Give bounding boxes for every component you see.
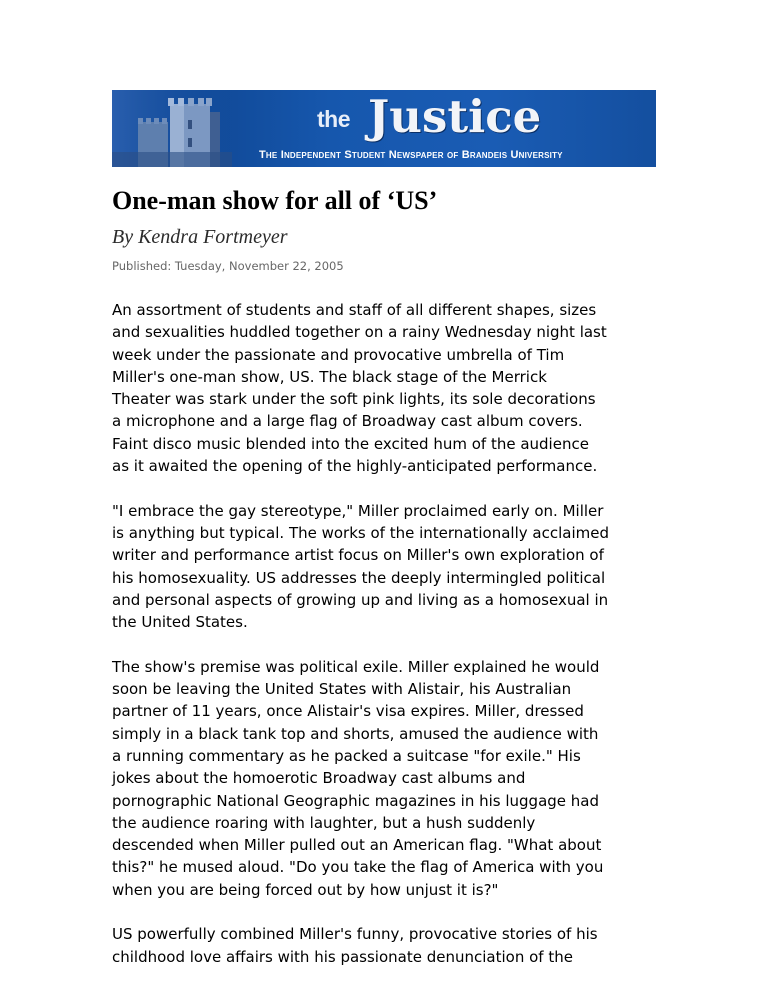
text-line: a microphone and a large flag of Broadway cast album covers. — [112, 412, 583, 431]
masthead-tagline: The Independent Student Newspaper of Brandeis University — [259, 149, 563, 161]
text-line: childhood love affairs with his passionate denunciation of the — [112, 947, 573, 966]
text-line: soon be leaving the United States with Alistair, his Australian — [112, 680, 572, 699]
article-headline: One-man show for all of ‘US’ — [112, 186, 438, 215]
text-line: when you are being forced out by how unjust it is?" — [112, 880, 499, 899]
text-line: Theater was stark under the soft pink lights, its sole decorations — [112, 390, 596, 409]
text-line: "I embrace the gay stereotype," Miller proclaimed early on. Miller — [112, 501, 604, 520]
text-line: jokes about the homoerotic Broadway cast albums and — [112, 769, 526, 788]
text-line: An assortment of students and staff of all different shapes, sizes — [112, 301, 597, 319]
article-paragraph — [112, 656, 652, 901]
text-line: and sexualities huddled together on a rainy Wednesday night last — [112, 323, 607, 342]
masthead-banner[interactable] — [112, 90, 656, 167]
publish-date: Published: Tuesday, November 22, 2005 — [112, 259, 344, 273]
masthead-the: the — [317, 106, 350, 132]
article-body — [112, 299, 652, 990]
text-line: week under the passionate and provocative umbrella of Tim — [112, 345, 565, 364]
text-line: and personal aspects of growing up and living as a homosexual in — [112, 590, 609, 609]
text-line: this?" he mused aloud. "Do you take the flag of America with you — [112, 858, 604, 877]
text-line: US powerfully combined Miller's funny, provocative stories of his — [112, 925, 598, 944]
text-line: pornographic National Geographic magazines in his luggage had — [112, 791, 599, 810]
castle-tower-illustration — [112, 90, 232, 167]
article-byline: By Kendra Fortmeyer — [112, 226, 288, 248]
text-line: simply in a black tank top and shorts, amused the audience with — [112, 724, 599, 743]
article-paragraph — [112, 299, 652, 477]
text-line: the United States. — [112, 613, 248, 632]
masthead-title: Justice — [368, 90, 542, 143]
text-line: is anything but typical. The works of the internationally acclaimed — [112, 523, 609, 542]
article-paragraph — [112, 500, 652, 634]
text-line: as it awaited the opening of the highly-anticipated performance. — [112, 457, 598, 476]
text-line: Faint disco music blended into the excited hum of the audience — [112, 434, 589, 453]
text-line: Miller's one-man show, US. The black stage of the Merrick — [112, 367, 547, 386]
article-paragraph — [112, 923, 652, 968]
text-line: partner of 11 years, once Alistair's visa expires. Miller, dressed — [112, 702, 584, 721]
text-line: a running commentary as he packed a suitcase "for exile." His — [112, 746, 581, 765]
text-line: the audience roaring with laughter, but a hush suddenly — [112, 813, 536, 832]
text-line: descended when Miller pulled out an American flag. "What about — [112, 836, 602, 855]
text-line: writer and performance artist focus on Miller's own exploration of — [112, 546, 604, 565]
text-line: The show's premise was political exile. Miller explained he would — [112, 657, 600, 676]
text-line: his homosexuality. US addresses the deeply intermingled political — [112, 568, 606, 587]
